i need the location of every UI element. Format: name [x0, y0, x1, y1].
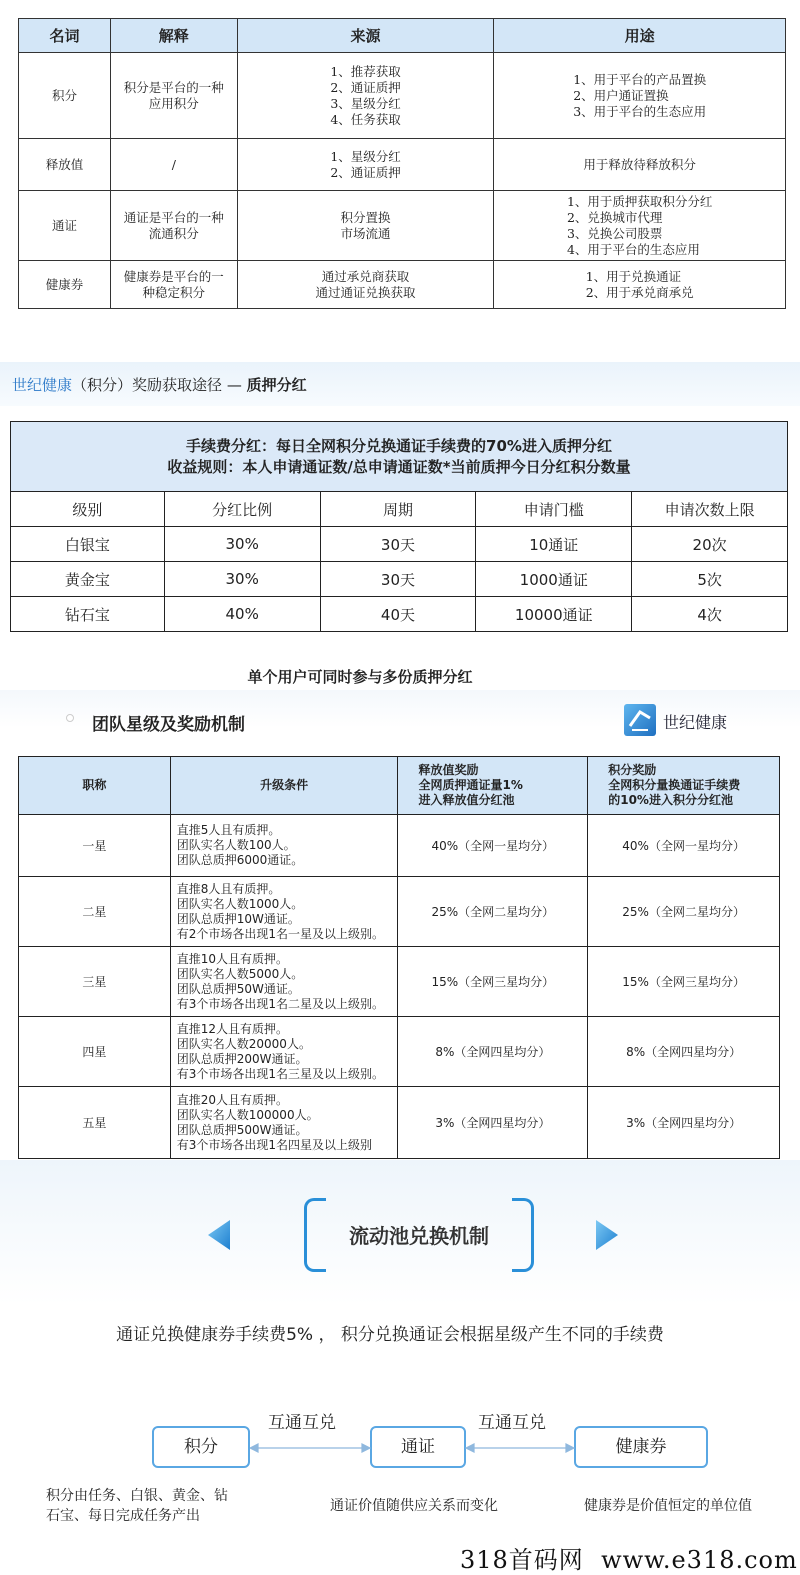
star-cond-line: 团队实名人数1000人。	[176, 896, 304, 911]
star-col-release: 释放值奖励 全网质押通证量1% 进入释放值分红池	[398, 757, 588, 815]
pledge-cell: 30%	[164, 562, 320, 597]
star-row	[19, 1087, 780, 1159]
watermark-text: 318首码网 www.e318.com	[460, 1546, 798, 1574]
pledge-columns-row	[11, 492, 788, 527]
pledge-col-header: 级别	[11, 492, 165, 527]
node-points: 积分	[152, 1426, 250, 1468]
terms-cell-source-line: 2、通证质押	[330, 164, 401, 180]
bullet-dot-icon	[66, 714, 74, 722]
pledge-cell: 10000通证	[476, 597, 632, 632]
star-cell-title: 三星	[19, 947, 171, 1017]
terms-cell-use-line: 1、用于平台的产品置换	[573, 71, 707, 87]
pledge-row	[11, 597, 788, 632]
terms-cell-use-line: 2、用于承兑商承兑	[585, 284, 694, 300]
terms-cell-use-line: 2、兑换城市代理	[566, 209, 663, 225]
team-title: 团队星级及奖励机制	[92, 715, 245, 735]
star-cond-line: 团队总质押10W通证。	[176, 911, 300, 926]
pledge-cell: 4次	[632, 597, 788, 632]
terms-cell-use-line: 3、用于平台的生态应用	[573, 103, 707, 119]
pledge-cell: 40%	[164, 597, 320, 632]
terms-col-use: 用途	[494, 19, 786, 53]
terms-table	[18, 18, 786, 309]
pledge-row	[11, 562, 788, 597]
terms-row	[19, 139, 786, 191]
title-bracket-right	[512, 1198, 534, 1272]
terms-cell-name: 通证	[19, 191, 111, 261]
star-cond-line: 团队总质押200W通证。	[176, 1051, 308, 1066]
star-cond-line: 直推12人且有质押。	[176, 1021, 289, 1036]
terms-cell-source-line: 2、通证质押	[330, 79, 401, 95]
star-header-row	[19, 757, 780, 815]
pledge-header	[11, 422, 788, 492]
pledge-note: 单个用户可同时参与多份质押分红	[247, 668, 473, 686]
star-cell-points: 25%（全网二星均分）	[588, 877, 780, 947]
terms-col-explain: 解释	[110, 19, 237, 53]
star-cond-line: 团队实名人数20000人。	[176, 1036, 311, 1051]
terms-cell-use-line: 2、用户通证置换	[573, 87, 669, 103]
terms-cell-use-line: 4、用于平台的生态应用	[566, 241, 700, 257]
star-col-title: 职称	[19, 757, 171, 815]
star-cond-line: 直推10人且有质押。	[176, 951, 289, 966]
terms-cell-source-line: 积分置换	[340, 209, 391, 225]
terms-cell-explain: /	[110, 139, 237, 191]
star-cell-release: 15%（全网三星均分）	[398, 947, 588, 1017]
terms-cell-explain: 通证是平台的一种 流通积分	[110, 191, 237, 261]
pledge-header-line1: 手续费分红：每日全网积分兑换通证手续费的70%进入质押分红	[186, 436, 612, 455]
star-cell-cond	[170, 1017, 398, 1087]
pledge-cell: 20次	[632, 527, 788, 562]
title-bracket-left	[304, 1198, 326, 1272]
star-cell-points: 3%（全网四星均分）	[588, 1087, 780, 1159]
star-cell-release: 25%（全网二星均分）	[398, 877, 588, 947]
pledge-col-header: 申请门槛	[476, 492, 632, 527]
star-cond-line: 直推5人且有质押。	[176, 823, 281, 837]
terms-cell-source-line: 4、任务获取	[330, 111, 401, 127]
terms-cell-source	[237, 139, 494, 191]
pledge-cell: 40天	[320, 597, 476, 632]
terms-cell-source-line: 3、星级分红	[330, 95, 401, 111]
heading-title: 质押分红	[246, 376, 307, 394]
fee-text: 通证兑换健康券手续费5% ， 积分兑换通证会根据星级产生不同的手续费	[116, 1325, 664, 1345]
link-label-1: 互通互兑	[268, 1413, 336, 1433]
terms-row	[19, 261, 786, 309]
star-row	[19, 947, 780, 1017]
star-cell-release: 3%（全网四星均分）	[398, 1087, 588, 1159]
star-cond-line: 团队实名人数100人。	[176, 838, 296, 852]
terms-cell-name: 积分	[19, 53, 111, 139]
star-col-points: 积分奖励 全网积分量换通证手续费 的10%进入积分分红池	[588, 757, 780, 815]
terms-cell-explain: 积分是平台的一种 应用积分	[110, 53, 237, 139]
star-cell-cond	[170, 1087, 398, 1159]
pledge-col-header: 周期	[320, 492, 476, 527]
terms-cell-name: 释放值	[19, 139, 111, 191]
star-cond-line: 有2个市场各出现1名一星及以上级别。	[176, 926, 385, 941]
pledge-cell: 白银宝	[11, 527, 165, 562]
star-cell-cond	[170, 815, 398, 877]
heading-paren: （积分）奖励获取途径	[72, 376, 223, 394]
terms-row	[19, 53, 786, 139]
pledge-row	[11, 527, 788, 562]
terms-cell-source	[237, 261, 494, 309]
star-cell-title: 四星	[19, 1017, 171, 1087]
desc-coupon: 健康券是价值恒定的单位值	[584, 1498, 752, 1514]
star-col-cond: 升级条件	[170, 757, 398, 815]
star-cell-release: 40%（全网一星均分）	[398, 815, 588, 877]
star-cond-line: 团队总质押500W通证。	[176, 1122, 308, 1137]
star-cell-release: 8%（全网四星均分）	[398, 1017, 588, 1087]
desc-token: 通证价值随供应关系而变化	[330, 1498, 498, 1514]
terms-cell-source	[237, 53, 494, 139]
star-cell-cond	[170, 947, 398, 1017]
terms-cell-explain: 健康券是平台的一 种稳定积分	[110, 261, 237, 309]
pledge-cell: 黄金宝	[11, 562, 165, 597]
terms-col-name: 名词	[19, 19, 111, 53]
link-label-2: 互通互兑	[478, 1413, 546, 1433]
terms-cell-use	[494, 53, 786, 139]
heading-dash: —	[226, 376, 242, 394]
terms-cell-use-line: 3、兑换公司股票	[566, 225, 663, 241]
pledge-cell: 30天	[320, 562, 476, 597]
section-heading	[12, 374, 307, 395]
star-cell-title: 一星	[19, 815, 171, 877]
flow-title: 流动池兑换机制	[349, 1224, 489, 1248]
node-coupon: 健康券	[574, 1426, 708, 1468]
pledge-header-line2: 收益规则：本人申请通证数/总申请通证数*当前质押今日分红积分数量	[167, 457, 631, 476]
pledge-col-header: 分红比例	[164, 492, 320, 527]
pledge-cell: 5次	[632, 562, 788, 597]
terms-row	[19, 191, 786, 261]
terms-cell-use-line: 1、用于质押获取积分分红	[566, 193, 713, 209]
terms-cell-use	[494, 139, 786, 191]
pledge-cell: 30%	[164, 527, 320, 562]
pledge-col-header: 申请次数上限	[632, 492, 788, 527]
terms-cell-source-line: 1、推荐获取	[330, 63, 401, 79]
pledge-cell: 30天	[320, 527, 476, 562]
terms-cell-source-line: 市场流通	[340, 225, 391, 241]
terms-cell-name: 健康券	[19, 261, 111, 309]
pledge-cell: 10通证	[476, 527, 632, 562]
flow-connectors	[250, 1436, 710, 1460]
star-cond-line: 直推20人且有质押。	[176, 1092, 289, 1107]
pledge-cell: 1000通证	[476, 562, 632, 597]
terms-col-source: 来源	[237, 19, 494, 53]
star-cell-points: 8%（全网四星均分）	[588, 1017, 780, 1087]
star-row	[19, 877, 780, 947]
star-cell-points: 40%（全网一星均分）	[588, 815, 780, 877]
star-cond-line: 团队实名人数100000人。	[176, 1107, 319, 1122]
pledge-cell: 钻石宝	[11, 597, 165, 632]
star-cond-line: 团队总质押50W通证。	[176, 981, 300, 996]
terms-cell-source-line: 1、星级分红	[330, 148, 401, 164]
node-token: 通证	[370, 1426, 466, 1468]
star-row	[19, 815, 780, 877]
star-cell-title: 五星	[19, 1087, 171, 1159]
logo-text: 世纪健康	[663, 713, 728, 732]
arrow-right-icon[interactable]	[594, 1218, 620, 1256]
terms-header-row	[19, 19, 786, 53]
terms-cell-use-line: 1、用于兑换通证	[585, 268, 682, 284]
brand-logo-icon	[624, 704, 656, 736]
heading-brand: 世纪健康	[12, 376, 73, 394]
star-cond-line: 有3个市场各出现1名二星及以上级别。	[176, 996, 385, 1011]
terms-cell-source-line: 通过承兑商获取	[321, 268, 410, 284]
desc-points: 积分由任务、白银、黄金、钻 石宝、每日完成任务产出	[46, 1488, 228, 1524]
terms-cell-use	[494, 191, 786, 261]
star-row	[19, 1017, 780, 1087]
star-cond-line: 有3个市场各出现1名四星及以上级别	[176, 1137, 373, 1152]
star-cond-line: 团队实名人数5000人。	[176, 966, 304, 981]
pledge-table	[10, 421, 788, 632]
star-cell-points: 15%（全网三星均分）	[588, 947, 780, 1017]
star-cell-title: 二星	[19, 877, 171, 947]
terms-cell-source-line: 通过通证兑换获取	[315, 284, 416, 300]
star-cond-line: 直推8人且有质押。	[176, 881, 281, 896]
terms-cell-source	[237, 191, 494, 261]
terms-cell-use-line: 用于释放待释放积分	[583, 156, 696, 172]
terms-cell-use	[494, 261, 786, 309]
star-cond-line: 团队总质押6000通证。	[176, 853, 304, 867]
star-table	[18, 756, 780, 1159]
arrow-left-icon[interactable]	[206, 1218, 232, 1256]
star-cond-line: 有3个市场各出现1名三星及以上级别。	[176, 1066, 385, 1081]
star-cell-cond	[170, 877, 398, 947]
